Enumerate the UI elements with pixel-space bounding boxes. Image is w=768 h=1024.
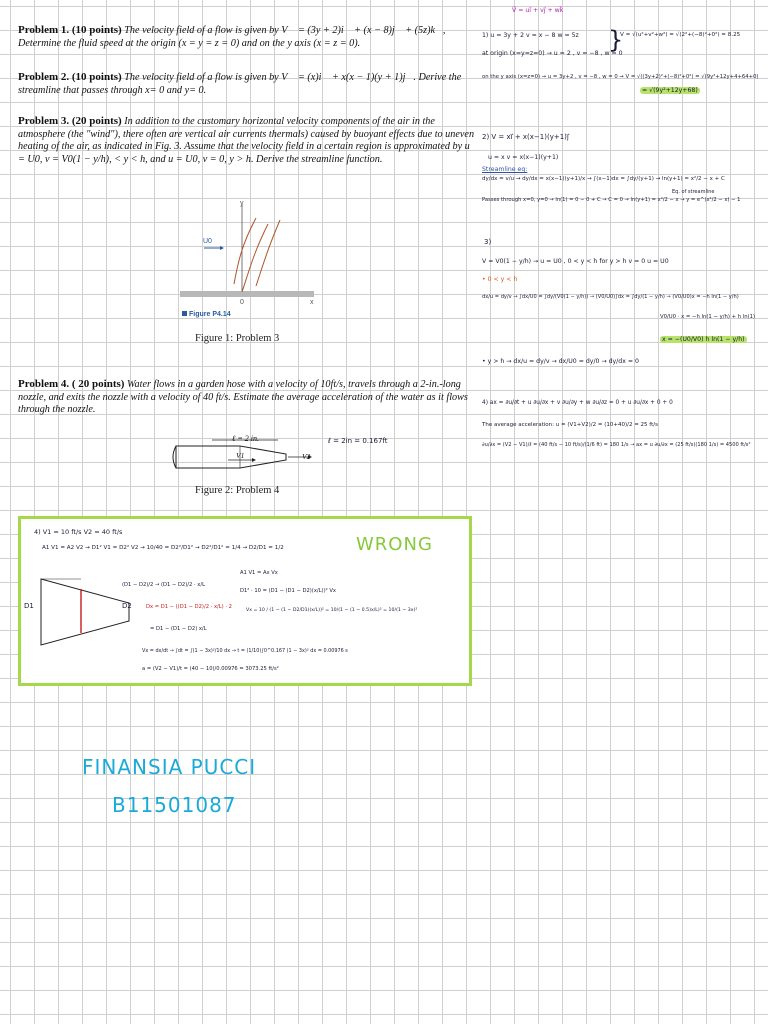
problem-4-title: Problem 4. ( 20 points) [18,378,125,390]
note-p1-l3-text: V = √(u²+v²+w²) = √(2²+(−8)²+0²) = 8.25 [620,32,741,38]
problem-1-title: Problem 1. (10 points) [18,24,122,36]
problem-2-title: Problem 2. (10 points) [18,71,122,83]
note-p4-l3-text: ∂u/∂x = (V2 − V1)/ℓ = (40 ft/s − 10 ft/s)/(1/6 ft) = 180 1/s → ax = u ∂u/∂x = (25 ft/s)(180 1/s) = 4500 ft/s² [482,442,751,448]
note-brace: } [608,26,624,54]
problem-1 [18,24,476,50]
wrong-l8: Vx = 10 / (1 − (1 − D2/D1)(x/L))² = 10/(1 − (1 − 0.5)x/L)² = 10/(1 − 3x)² [246,608,418,613]
figure-2-caption: Figure 2: Problem 4 [195,485,280,496]
note-p3-l5: V0/U0 · x = −h ln(1 − y/h) + h ln(1) [660,314,756,320]
fig1-streamline-2 [256,220,280,286]
wrong-l1: 4) V1 = 10 ft/s V2 = 40 ft/s [34,528,123,536]
problem-4 [18,378,476,417]
fig1-label-text: Figure P4.14 [189,311,231,318]
wrong-l4: Dx = D1 − ((D1 − D2)/2 · x/L) · 2 [146,604,232,610]
wrong-l10 [142,666,279,672]
wrong-d2: D2 [122,602,132,610]
fig1-ground [180,291,314,297]
wrong-l6: A1 V1 = Ax Vx [240,570,278,576]
problem-2-text: The velocity field of a flow is given by V⃗ = (x)i⃗ + x(x − 1)(y + 1)j⃗. Derive the streamline that passes through x= 0 and y= 0. [18,72,462,96]
note-p1-l5 [640,87,700,94]
wrong-l5: = D1 − (D1 − D2) x/L [150,626,207,632]
problem-3-text: In addition to the customary horizontal velocity components of the air in the atmosphere (the "wind"), there often are vertical air currents thermals) caused by buoyant effects due to uneven heating of the air, as indicated in Fig. 3. Assume that the velocity field in a certain region is approximated by u = U0, v = V0(1 − y/h), < y < h, and u = U0, v = 0, y > h. Derive the streamline function. [18,116,475,165]
wrong-label: WRONG [356,534,433,555]
note-p2-l2: u = x v = x(x−1)(y+1) [488,154,559,161]
note-p2-l5: Passes through x=0, y=0 → ln(1) = 0 − 0 + C → C = 0 → ln(y+1) = x²/2 − x → y = e^(x²/2 − x) − 1 [482,197,741,203]
note-top-pink: V⃗ = ui⃗ + vj⃗ + wk⃗ [512,7,564,14]
wrong-l3: (D1 − D2)/2 → (D1 − D2)/2 · x/L [122,582,205,588]
note-p3-l1: 3) [484,238,492,246]
note-p3-l7: • y > h → dx/u = dy/v → dx/U0 = dy/0 → dy/dx = 0 [482,358,639,365]
note-p1-l4: on the y axis (x=z=0) → u = 3y+2 , v = −8 , w = 0 → V = √((3y+2)²+(−8)²+0²) = √(9y²+12y+4+64+0) [482,74,759,80]
note-p3-l3: • 0 < y < h [482,276,518,283]
fig2-nozzle [176,446,286,468]
note-p2-l3: Streamline eq: [482,166,528,173]
student-name: FINANSIA PUCCI [82,755,257,779]
figure-1-diagram [176,196,326,308]
fig1-u0-label: U0 [203,238,212,245]
note-p2-l4: dy/dx = v/u → dy/dx = x(x−1)(y+1)/x → ∫(x−1)dx = ∫dy/(y+1) → ln(y+1) = x²/2 − x + C [482,176,725,182]
problem-3-title: Problem 3. (20 points) [18,115,122,127]
wrong-l7: D1² · 10 = (D1 − (D1 − D2)(x/L))² Vx [240,588,336,594]
note-p3-l6-highlight: x = −(U0/V0) h ln(1 − y/h) [662,336,745,343]
student-id: B11501087 [112,793,237,817]
note-p2-eq-label: Eq. of streamline [672,189,715,195]
fig2-length-label: ℓ = 2 in. [232,434,259,443]
wrong-l2: A1 V1 = A2 V2 → D1² V1 = D2² V2 → 10/40 = D2²/D1² → D2²/D1² = 1/4 → D2/D1 = 1/2 [42,545,284,551]
fig1-streamline-1 [242,224,268,292]
fig1-label [182,311,231,318]
note-p4-l2: The average acceleration: u = (V1+V2)/2 = (10+40)/2 = 25 ft/s [482,422,659,428]
note-p1-l3 [620,32,740,38]
fig1-x-label: x [310,299,314,306]
wrong-nozzle-sketch [37,575,133,647]
problem-1-text: The velocity field of a flow is given by V⃗ = (3y + 2)i⃗ + (x − 8)j⃗ + (5z)k⃗, Determine the fluid speed at the origin (x = y = z = 0) and on the y axis (x = z = 0). [18,25,446,49]
fig2-v1-label: V1 [236,451,245,460]
fig1-origin-label: 0 [240,299,244,306]
note-p3-l4: dx/u = dy/v → ∫dx/U0 = ∫dy/(V0(1 − y/h)) → (V0/U0)∫dx = ∫dy/(1 − y/h) → (V0/U0)x = −h ln(1 − y/h) [482,294,739,300]
wrong-l9: Vx = dx/dt → ∫dt = ∫(1 − 3x)²/10 dx → t = (1/10)∫0^0.167 (1 − 3x)² dx = 0.00976 s [142,648,348,654]
fig1-streamline-3 [234,218,256,284]
note-p1-l1: 1) u = 3y + 2 v = x − 8 w = 5z [482,32,579,39]
fig1-y-label: y [240,200,244,207]
note-p1-l5-highlight: = √(9y²+12y+68) [642,87,698,94]
note-p2-l1: 2) V = xi⃗ + x(x−1)(y+1)j⃗ [482,133,569,141]
fig1-square-icon [182,311,187,316]
note-p3-l6 [660,336,747,343]
wrong-l10-text: a = (V2 − V1)/t = (40 − 10)/0.00976 = 3073.25 ft/s² [142,666,279,672]
note-p4-l1: 4) ax = ∂u/∂t + u ∂u/∂x + v ∂u/∂y + w ∂u/∂z = 0 + u ∂u/∂x + 0 + 0 [482,400,673,406]
note-p1-l2: at origin (x=y=z=0) → u = 2 , v = −8 , w = 0 [482,50,623,57]
problem-2 [18,71,476,97]
note-p4-l3 [482,442,751,448]
fig2-v2-label: V2 [302,452,311,461]
note-p3-l2: V = V0(1 − y/h) → u = U0 , 0 < y < h for y > h v = 0 u = U0 [482,258,669,265]
problem-3 [18,115,476,166]
figure-1-caption: Figure 1: Problem 3 [195,333,280,344]
problem-4-text: Water flows in a garden hose with a velocity of 10ft/s, travels through a 2-in.-long nozzle, and exits the nozzle with a velocity of 40 ft/s. Estimate the average acceleration of the water as it flows through the nozzle. [18,379,468,415]
fig2-note: ℓ = 2in = 0.167ft [328,437,388,445]
wrong-d1: D1 [24,602,34,610]
